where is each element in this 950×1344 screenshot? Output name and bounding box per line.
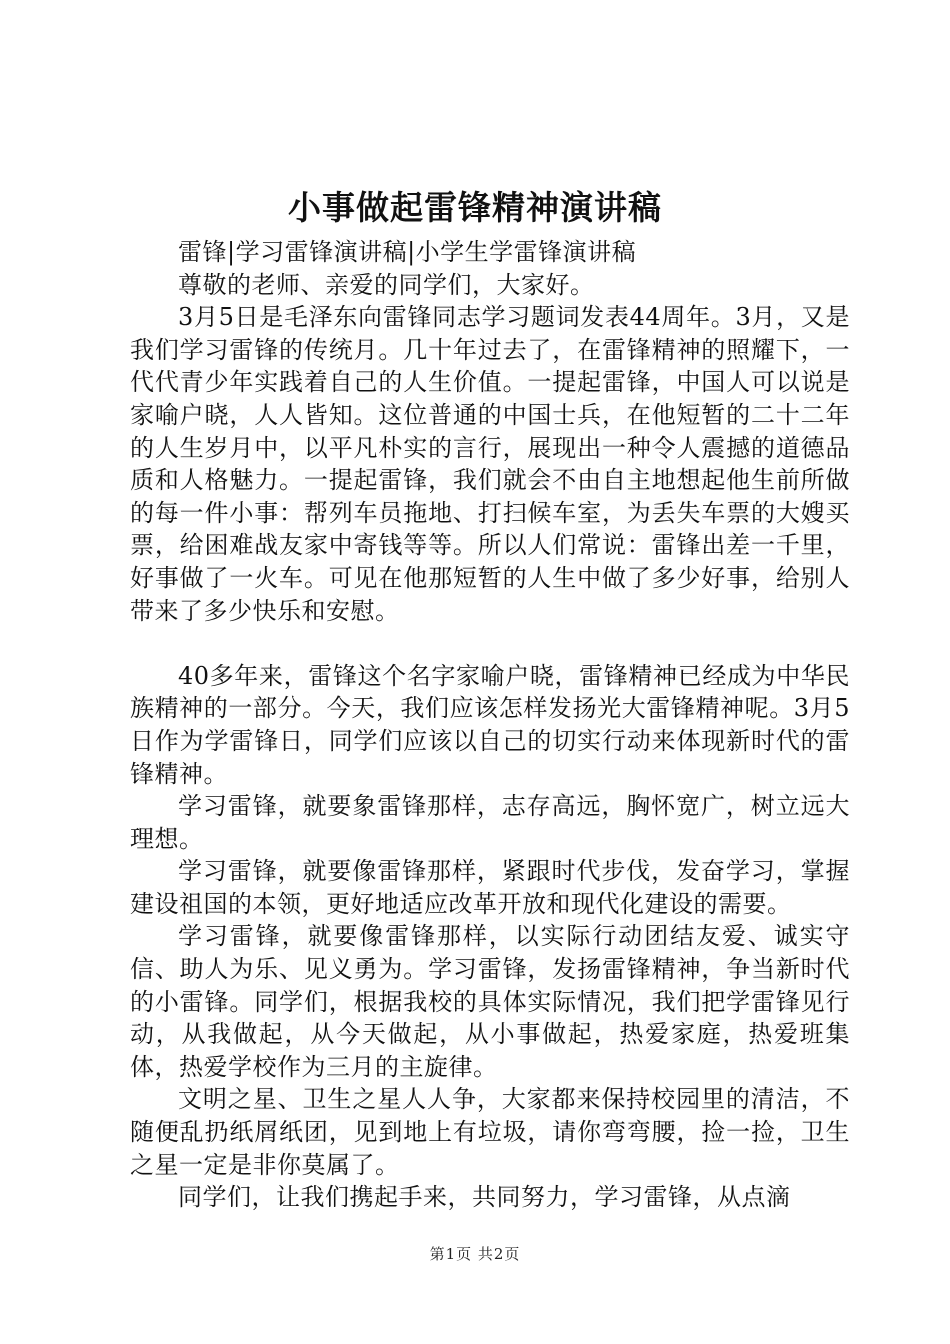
paragraph-spacer bbox=[130, 627, 850, 660]
paragraph-greeting: 尊敬的老师、亲爱的同学们，大家好。 bbox=[178, 270, 595, 299]
paragraph-ideals: 学习雷锋，就要象雷锋那样，志存高远，胸怀宽广，树立远大理想。 bbox=[130, 792, 850, 853]
document-body bbox=[130, 236, 850, 1214]
page-footer: 第1页 共2页 bbox=[429, 1245, 521, 1263]
paragraph-intro: 3月5日是毛泽东向雷锋同志学习题词发表44周年。3月，又是我们学习雷锋的传统月。几十年过去了，在雷锋精神的照耀下，一代代青少年实践着自己的人生价值。一提起雷锋，中国人可以说是家喻户晓，人人皆知。这位普通的中国士兵，在他短暂的二十二年的人生岁月中，以平凡朴实的言行，展现出一种令人震撼的道德品质和人格魅力。一提起雷锋，我们就会不由自主地想起他生前所做的每一件小事：帮列车员拖地、打扫候车室，为丢失车票的大嫂买票，给困难战友家中寄钱等等。所以人们常说：雷锋出差一千里，好事做了一火车。可见在他那短暂的人生中做了多少好事，给别人带来了多少快乐和安慰。 bbox=[130, 303, 850, 625]
paragraph-tags: 雷锋|学习雷锋演讲稿|小学生学雷锋演讲稿 bbox=[178, 238, 637, 266]
paragraph-clean-campus: 文明之星、卫生之星人人争，大家都来保持校园里的清洁，不随便乱扔纸屑纸团，见到地上有垃圾，请你弯弯腰，捡一捡，卫生之星一定是非你莫属了。 bbox=[130, 1085, 850, 1179]
paragraph-study: 学习雷锋，就要像雷锋那样，紧跟时代步伐，发奋学习，掌握建设祖国的本领，更好地适应改革开放和现代化建设的需要。 bbox=[130, 857, 850, 918]
paragraph-forty-years: 40多年来，雷锋这个名字家喻户晓，雷锋精神已经成为中华民族精神的一部分。今天，我们应该怎样发扬光大雷锋精神呢。3月5日作为学雷锋日，同学们应该以自己的切实行动来体现新时代的雷锋精神。 bbox=[130, 661, 850, 788]
paragraph-closing: 同学们，让我们携起手来，共同努力，学习雷锋，从点滴 bbox=[178, 1183, 791, 1212]
document-title: 小事做起雷锋精神演讲稿 bbox=[288, 188, 662, 227]
paragraph-action: 学习雷锋，就要像雷锋那样，以实际行动团结友爱、诚实守信、助人为乐、见义勇为。学习雷锋，发扬雷锋精神，争当新时代的小雷锋。同学们，根据我校的具体实际情况，我们把学雷锋见行动，从我做起，从今天做起，从小事做起，热爱家庭，热爱班集体，热爱学校作为三月的主旋律。 bbox=[130, 922, 850, 1081]
